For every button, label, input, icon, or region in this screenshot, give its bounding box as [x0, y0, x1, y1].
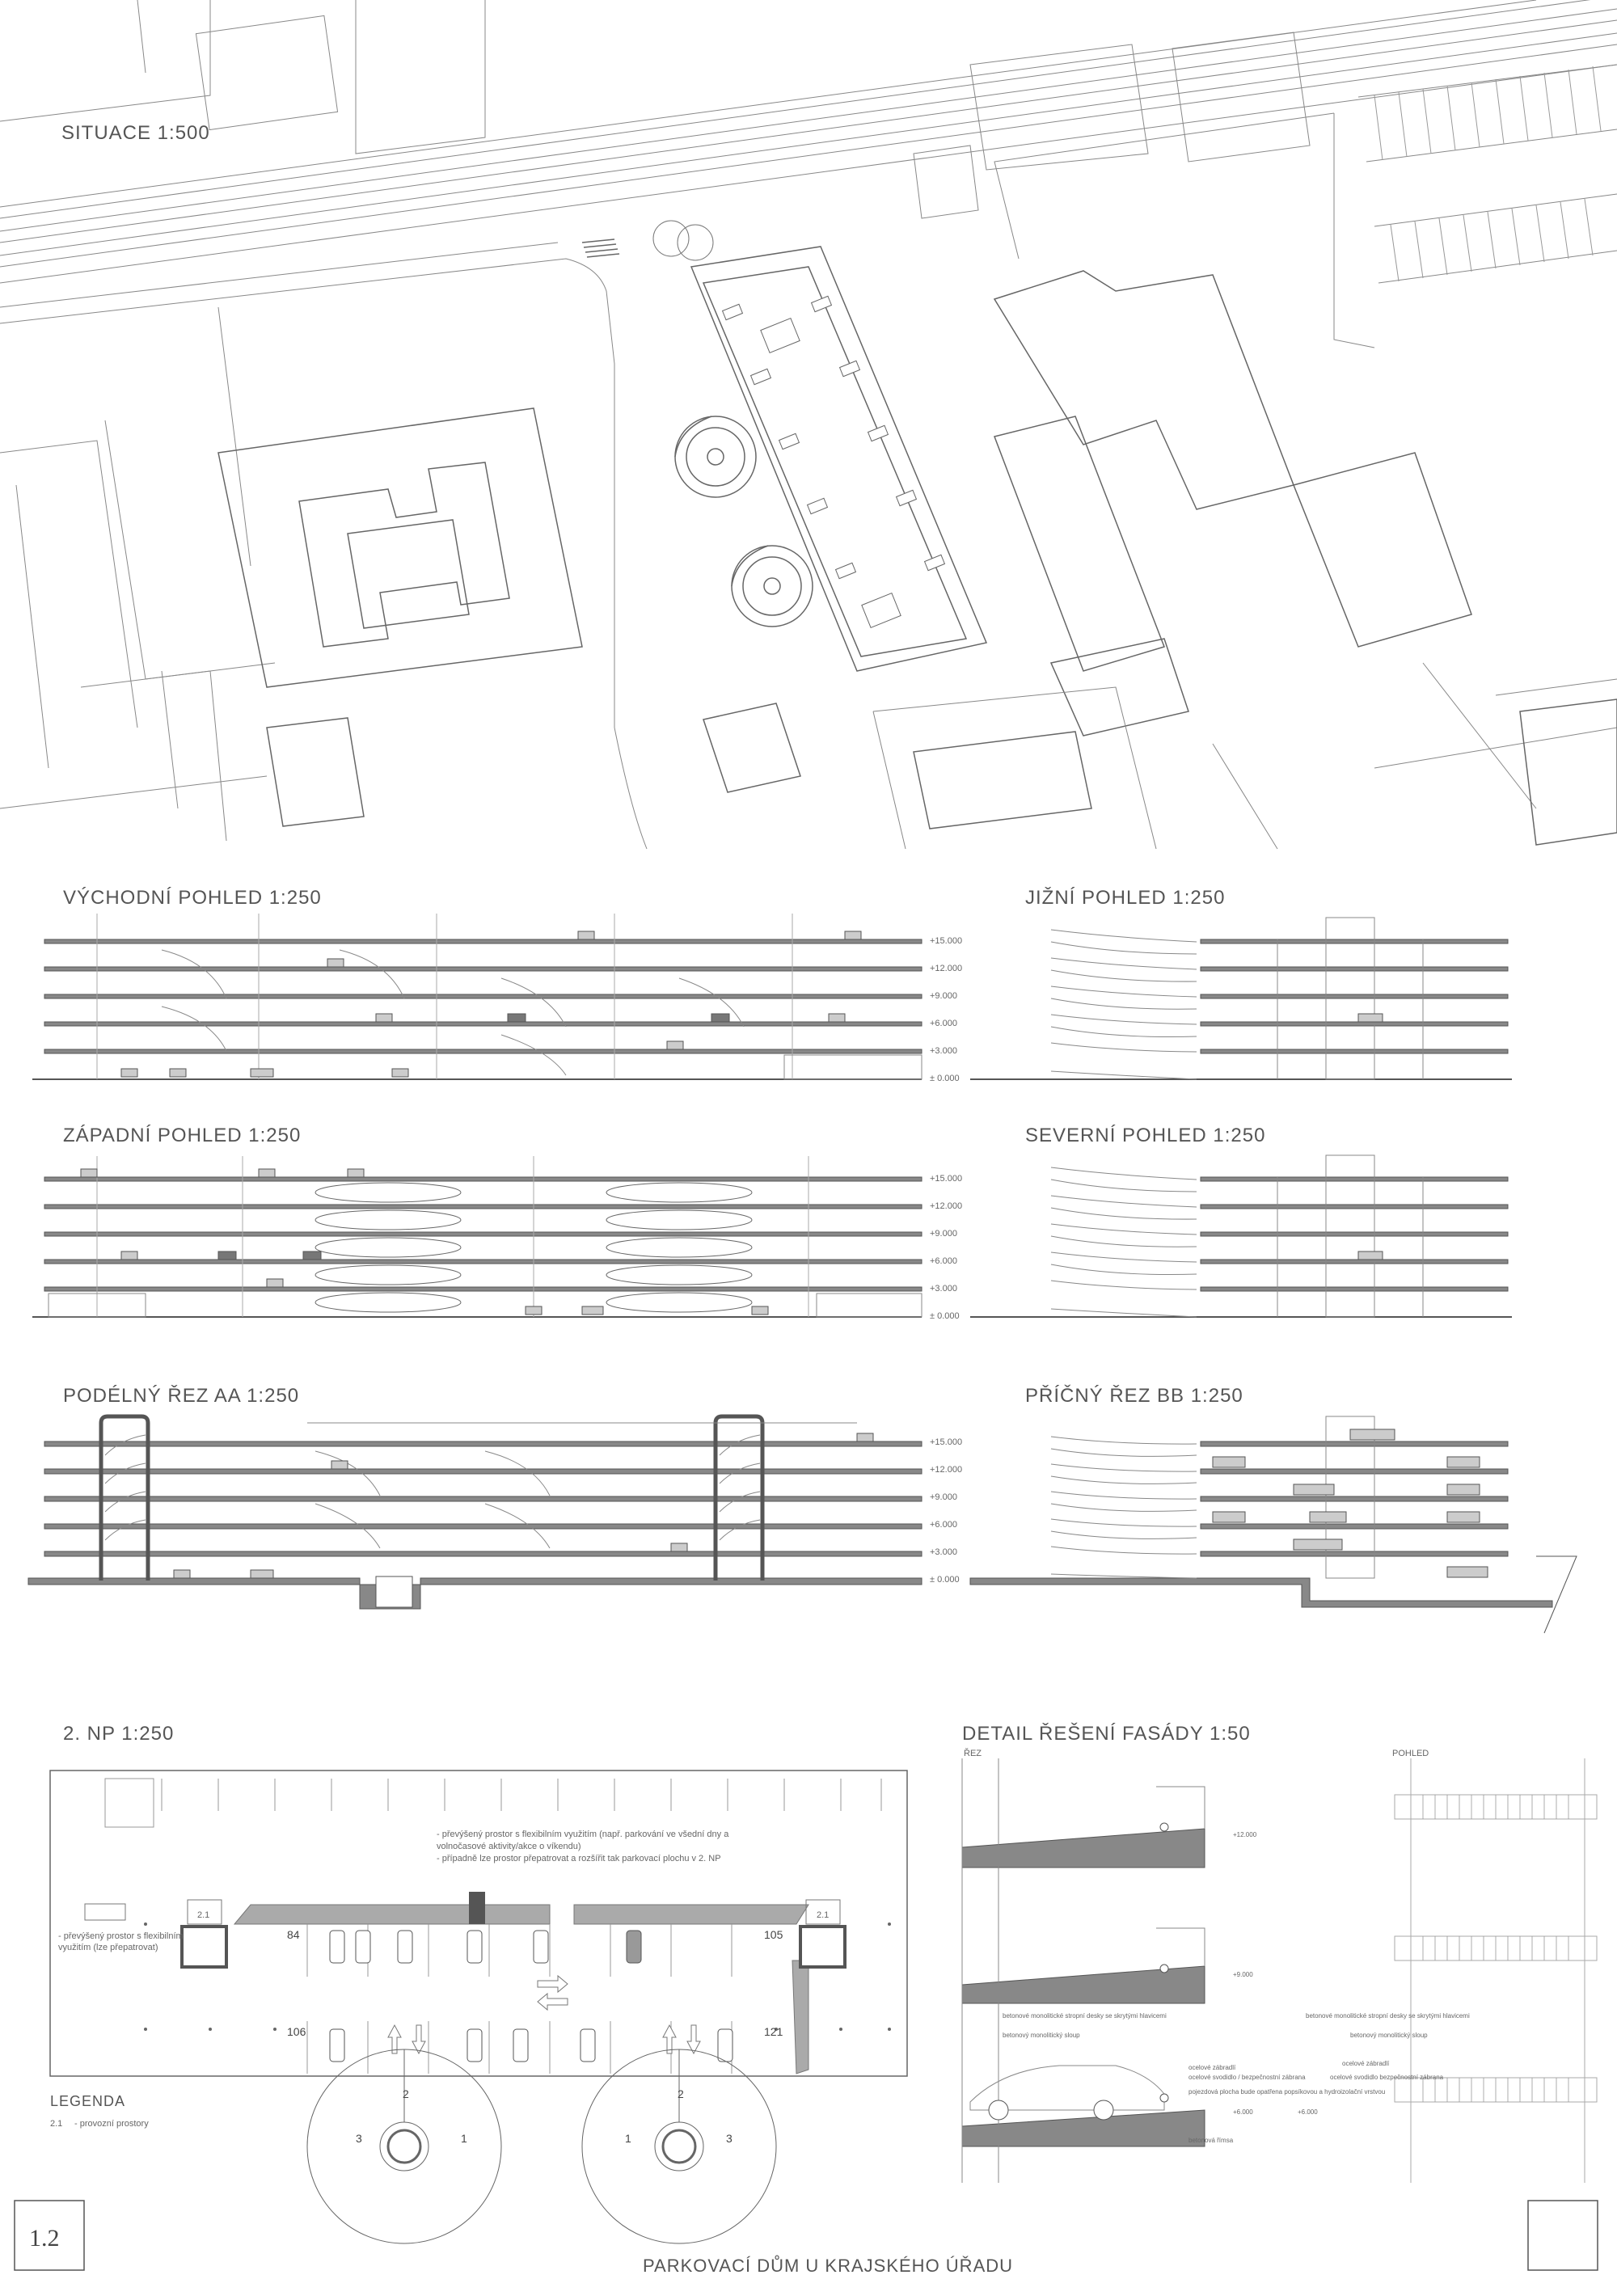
- svg-text:+12.000: +12.000: [1233, 1831, 1257, 1838]
- svg-text:betonové monolitické stropní d: betonové monolitické stropní desky se skrytými hlavicemi: [1306, 2012, 1470, 2020]
- legend-code: 2.1: [50, 2119, 63, 2129]
- svg-text:+15.000: +15.000: [930, 1437, 963, 1447]
- room-label: 2.1: [817, 1910, 830, 1920]
- site-plan: [0, 0, 1617, 849]
- south-elevation: [970, 887, 1512, 1079]
- svg-text:+9.000: +9.000: [1233, 1971, 1253, 1978]
- sheet-number: 1.2: [29, 2225, 60, 2252]
- svg-text:betonový monolitický sloup: betonový monolitický sloup: [1003, 2032, 1080, 2039]
- floor-plan-2np: [50, 1723, 907, 2243]
- svg-text:+6.000: +6.000: [1233, 2108, 1253, 2116]
- svg-text:ocelové svodidlo bezpečnostní: ocelové svodidlo bezpečnostní zábrana: [1330, 2074, 1444, 2081]
- svg-text:betonový monolitický sloup: betonový monolitický sloup: [1350, 2032, 1428, 2039]
- legend-text: - provozní prostory: [74, 2119, 149, 2129]
- svg-text:± 0.000: ± 0.000: [930, 1311, 960, 1321]
- svg-text:+6.000: +6.000: [930, 1256, 957, 1266]
- svg-text:± 0.000: ± 0.000: [930, 1074, 960, 1083]
- ramp-number: 3: [726, 2132, 733, 2145]
- west-elevation: [32, 1125, 922, 1317]
- space-number: 84: [287, 1928, 300, 1941]
- legend-title: LEGENDA: [50, 2093, 126, 2109]
- svg-text:+6.000: +6.000: [930, 1520, 957, 1530]
- east-elevation: [32, 887, 922, 1079]
- floorplan-note-1: - převýšený prostor s flexibilním využitím (např. parkování ve všední dny a: [437, 1830, 729, 1839]
- floorplan-side-note-1: - převýšený prostor s flexibilním: [58, 1931, 184, 1941]
- floorplan-note-2: volnočasové aktivity/akce o víkendu): [437, 1842, 581, 1851]
- svg-text:pojezdová plocha bude opatřena: pojezdová plocha bude opatřena popsíkovou a hydroizolační vrstvou: [1188, 2088, 1386, 2096]
- svg-text:+3.000: +3.000: [930, 1547, 957, 1557]
- east-elevation-title: VÝCHODNÍ POHLED 1:250: [63, 887, 322, 909]
- ramp-number: 2: [678, 2087, 684, 2100]
- detail-elevation-label: POHLED: [1392, 1749, 1429, 1758]
- svg-text:+15.000: +15.000: [930, 1174, 963, 1184]
- floor-plan-title: 2. NP 1:250: [63, 1723, 175, 1745]
- svg-text:+6.000: +6.000: [930, 1019, 957, 1028]
- west-elevation-title: ZÁPADNÍ POHLED 1:250: [63, 1125, 302, 1146]
- north-elevation-title: SEVERNÍ POHLED 1:250: [1025, 1125, 1266, 1146]
- north-elevation: [970, 1125, 1512, 1317]
- level-marks-section: [930, 1437, 962, 1585]
- svg-text:+9.000: +9.000: [930, 1229, 957, 1239]
- svg-text:± 0.000: ± 0.000: [930, 1575, 960, 1585]
- svg-text:+15.000: +15.000: [930, 936, 963, 946]
- svg-text:+9.000: +9.000: [930, 991, 957, 1001]
- level-marks-west: [930, 1174, 962, 1321]
- level-marks-east: [930, 936, 962, 1083]
- svg-text:+3.000: +3.000: [930, 1284, 957, 1294]
- room-label: 2.1: [197, 1910, 210, 1920]
- section-aa: [28, 1385, 922, 1609]
- facade-detail-title: DETAIL ŘEŠENÍ FASÁDY 1:50: [962, 1723, 1251, 1745]
- svg-text:ocelové svodidlo / bezpečnostn: ocelové svodidlo / bezpečnostní zábrana: [1188, 2074, 1306, 2081]
- svg-text:ocelové zábradlí: ocelové zábradlí: [1188, 2064, 1236, 2071]
- ramp-number: 1: [625, 2132, 631, 2145]
- space-number: 121: [764, 2025, 783, 2038]
- section-bb: [970, 1384, 1577, 1633]
- svg-text:+6.000: +6.000: [1298, 2108, 1318, 2116]
- section-bb-title: PŘÍČNÝ ŘEZ BB 1:250: [1025, 1385, 1243, 1407]
- svg-text:betonové monolitické stropní d: betonové monolitické stropní desky se skrytými hlavicemi: [1003, 2012, 1167, 2020]
- ramp-number: 2: [403, 2087, 409, 2100]
- svg-text:+12.000: +12.000: [930, 1201, 963, 1211]
- site-plan-title: SITUACE 1:500: [61, 122, 210, 144]
- svg-text:+9.000: +9.000: [930, 1492, 957, 1502]
- svg-text:+3.000: +3.000: [930, 1046, 957, 1056]
- svg-text:+12.000: +12.000: [930, 964, 963, 973]
- floorplan-note-3: - případně lze prostor přepatrovat a rozšířit tak parkovací plochu v 2. NP: [437, 1854, 721, 1863]
- facade-detail: [962, 1722, 1597, 2183]
- space-number: 105: [764, 1928, 783, 1941]
- sheet-footer: [15, 2201, 1598, 2276]
- section-aa-title: PODÉLNÝ ŘEZ AA 1:250: [63, 1385, 300, 1407]
- svg-text:ocelové zábradlí: ocelové zábradlí: [1342, 2060, 1390, 2067]
- ramp-number: 3: [356, 2132, 362, 2145]
- project-title: PARKOVACÍ DŮM U KRAJSKÉHO ÚŘADU: [643, 2256, 1014, 2276]
- svg-text:+12.000: +12.000: [930, 1465, 963, 1475]
- ramp-number: 1: [461, 2132, 467, 2145]
- space-number: 106: [287, 2025, 306, 2038]
- detail-section-label: ŘEZ: [964, 1749, 982, 1758]
- floorplan-side-note-2: využitím (lze přepatrovat): [58, 1943, 158, 1952]
- south-elevation-title: JIŽNÍ POHLED 1:250: [1025, 887, 1226, 909]
- svg-text:betonová římsa: betonová římsa: [1188, 2137, 1234, 2144]
